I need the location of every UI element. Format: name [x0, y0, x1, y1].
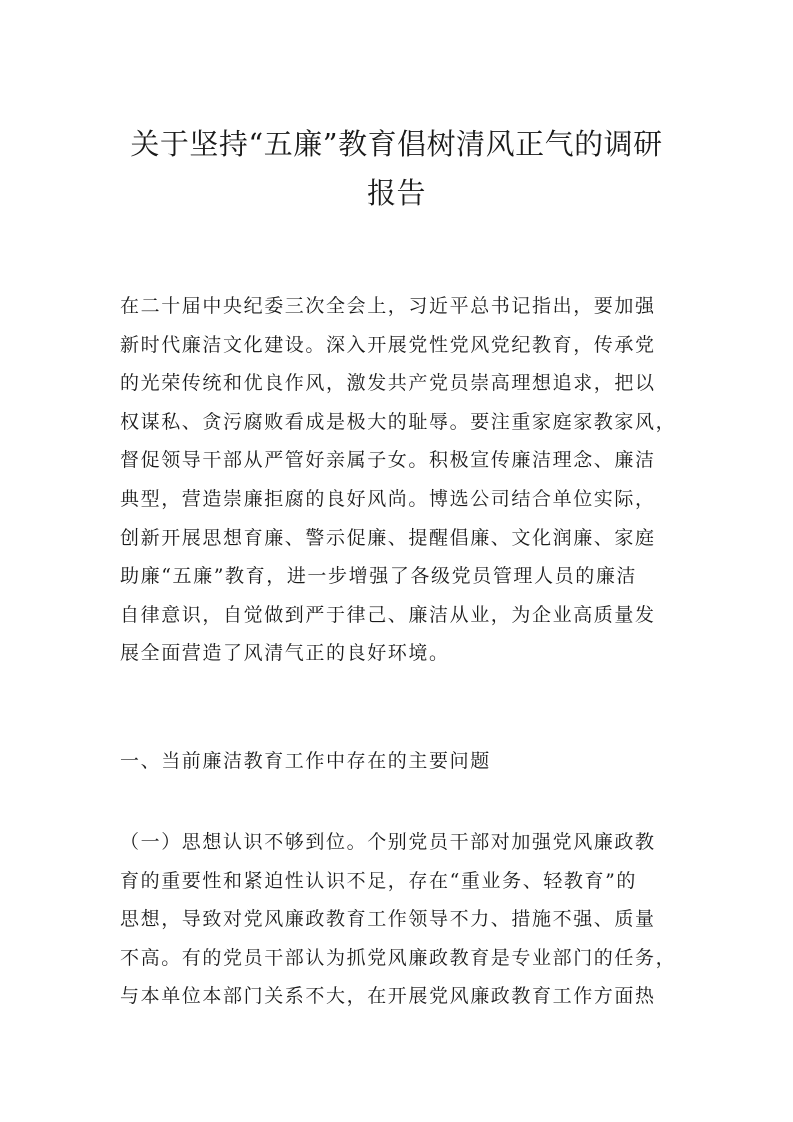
text-line: 展全面营造了风清气正的良好环境。 [120, 642, 450, 665]
title-line: 关于坚持“五廉”教育倡树清风正气的调研 [130, 127, 663, 161]
text-line: 典型，营造崇廉拒腐的良好风尚。博选公司结合单位实际， [120, 487, 656, 510]
text-line: 思想，导致对党风廉政教育工作领导不力、措施不强、质量 [120, 908, 656, 931]
text-line: 助廉“五廉”教育，进一步增强了各级党员管理人员的廉洁 [120, 565, 638, 588]
section-paragraph [120, 823, 680, 1016]
text-line: 与本单位本部门关系不大，在开展党风廉政教育工作方面热 [120, 985, 656, 1008]
text-line: 创新开展思想育廉、警示促廉、提醒倡廉、文化润廉、家庭 [120, 526, 656, 549]
section-heading-text: 一、当前廉洁教育工作中存在的主要问题 [120, 750, 491, 772]
intro-paragraph [120, 287, 680, 673]
text-line: 的光荣传统和优良作风，激发共产党员崇高理想追求，把以 [120, 372, 656, 395]
text-line: （一）思想认识不够到位。个别党员干部对加强党风廉政教 [120, 831, 656, 853]
text-line: 权谋私、贪污腐败看成是极大的耻辱。要注重家庭家教家风， [120, 410, 677, 433]
text-line: 新时代廉洁文化建设。深入开展党性党风党纪教育，传承党 [120, 333, 656, 356]
title-line: 报告 [366, 176, 426, 210]
text-line: 不高。有的党员干部认为抓党风廉政教育是专业部门的任务， [120, 946, 677, 969]
text-line: 自律意识，自觉做到严于律己、廉洁从业，为企业高质量发 [120, 603, 656, 626]
text-line: 育的重要性和紧迫性认识不足，存在“重业务、轻教育”的 [120, 869, 638, 892]
text-line: 在二十届中央纪委三次全会上，习近平总书记指出，要加强 [120, 295, 656, 317]
text-line: 督促领导干部从严管好亲属子女。积极宣传廉洁理念、廉洁 [120, 449, 656, 472]
document-title [110, 120, 683, 218]
section-heading [120, 742, 680, 780]
